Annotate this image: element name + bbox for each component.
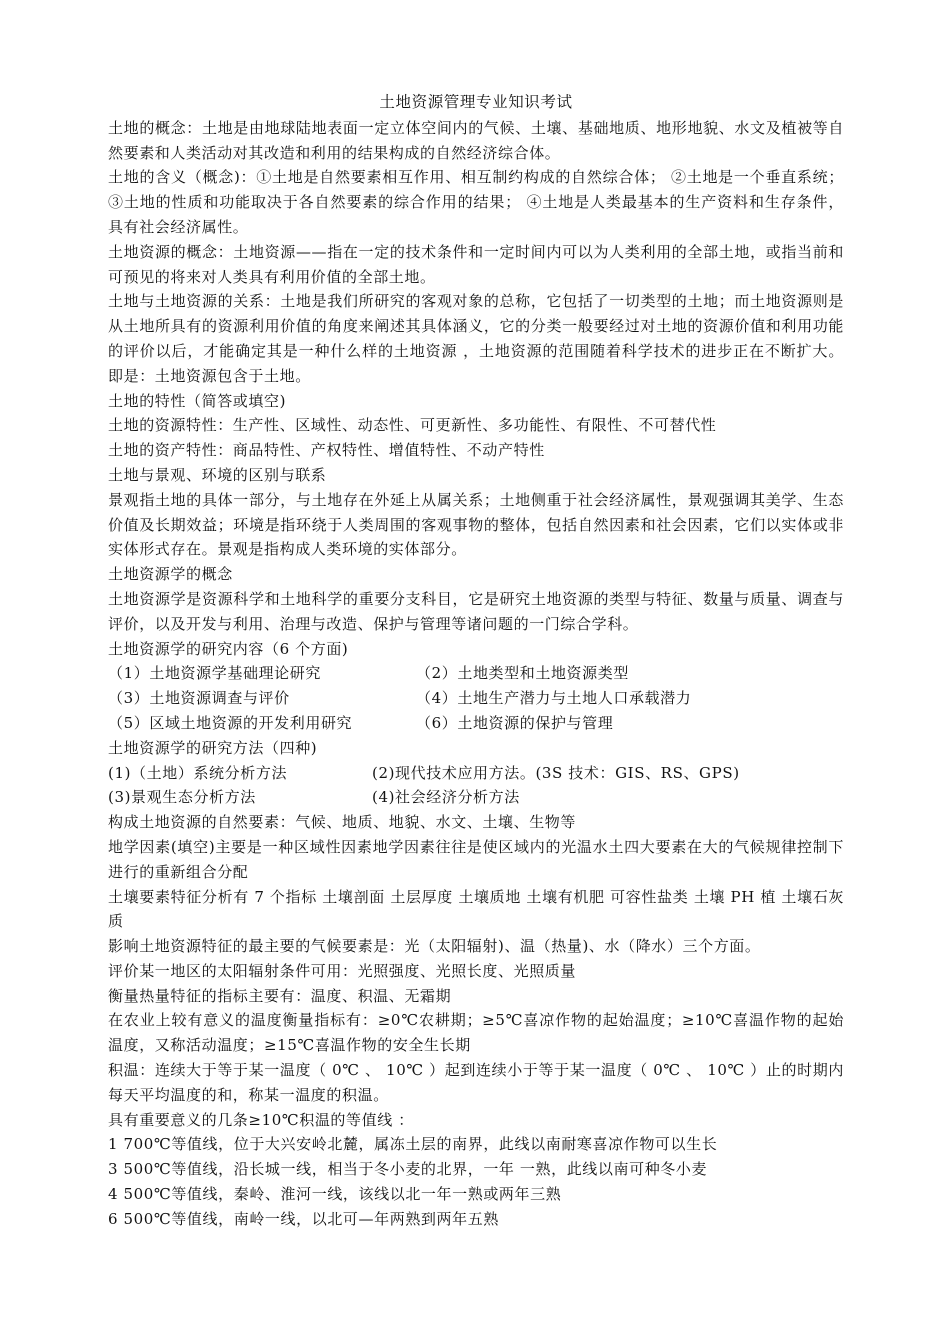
research-content-item: （4）土地生产潜力与土地人口承载潜力 (416, 689, 692, 708)
research-method-item: (4)社会经济分析方法 (372, 788, 520, 807)
research-content-item: （6）土地资源的保护与管理 (416, 713, 614, 732)
research-content-item: （5）区域土地资源的开发利用研究 (108, 713, 353, 732)
paragraph-geo-factors: 地学因素(填空)主要是一种区域性因素地学因素往往是使区域内的光温水土四大要素在大的气候规律控制下进行的重新组合分配 (108, 837, 844, 881)
heading-landscape-environment: 土地与景观、环境的区别与联系 (108, 465, 327, 484)
paragraph-asset-characteristics: 土地的资产特性：商品特性、产权特性、增值特性、不动产特性 (108, 441, 545, 460)
document-page (108, 90, 844, 1232)
document-title: 土地资源管理专业知识考试 (379, 93, 573, 111)
paragraph-landscape-environment: 景观指土地的具体一部分，与土地存在外延上从属关系；土地侧重于社会经济属性，景观强调其美学、生态价值及长期效益；环境是指环绕于人类周围的客观事物的整体，包括自然因素和社会因素，它们以实体或非实体形式存在。景观是指构成人类环境的实体部分。 (108, 490, 844, 559)
paragraph-land-resource-science: 土地资源学是资源科学和土地科学的重要分支科目，它是研究土地资源的类型与特征、数量与质量、调查与评价，以及开发与利用、治理与改造、保护与管理等诸问题的一门综合学科。 (108, 589, 844, 633)
paragraph-temperature-indicators: 在农业上较有意义的温度衡量指标有：≥0℃农耕期；≥5℃喜凉作物的起始温度；≥10℃喜温作物的起始温度，又称活动温度；≥15℃喜温作物的安全生长期 (108, 1011, 844, 1055)
research-content-item: （2）土地类型和土地资源类型 (416, 664, 629, 683)
isoline-item: 3 500℃等值线，沿长城一线，相当于冬小麦的北界，一年 一熟，此线以南可种冬小麦 (108, 1160, 708, 1179)
paragraph-heat-indicators: 衡量热量特征的指标主要有：温度、积温、无霜期 (108, 986, 452, 1005)
research-contents-list (108, 661, 844, 735)
paragraph-natural-elements: 构成土地资源的自然要素：气候、地质、地貌、水文、土壤、生物等 (108, 813, 577, 832)
heading-land-characteristics: 土地的特性（简答或填空) (108, 391, 287, 410)
paragraph-land-meaning: 土地的含义（概念)：①土地是自然要素相互作用、相互制约构成的自然综合体； ②土地是一个垂直系统； ③土地的性质和功能取决于各自然要素的综合作用的结果； ④土地是人类最基本的生产资料和生存条件，具有社会经济属性。 (108, 168, 844, 236)
paragraph-resource-characteristics: 土地的资源特性：生产性、区域性、动态性、可更新性、多功能性、有限性、不可替代性 (108, 416, 717, 435)
research-method-item: (2)现代技术应用方法。(3S 技术：GIS、RS、GPS) (372, 763, 740, 782)
heading-research-contents: 土地资源学的研究内容（6 个方面) (108, 639, 349, 658)
paragraph-land-resource-relation: 土地与土地资源的关系：土地是我们所研究的客观对象的总称，它包括了一切类型的土地；而土地资源则是从土地所具有的资源利用价值的角度来阐述其具体涵义，它的分类一般要经过对土地的资源价值和利用功能的评价以后，才能确定其是一种什么样的土地资源 ，土地资源的范围随着科学技术的进步正在不断扩大。 即是：土地资源包含于土地。 (108, 292, 844, 385)
research-method-item: (1)（土地）系统分析方法 (108, 763, 288, 782)
heading-research-methods: 土地资源学的研究方法（四种) (108, 738, 318, 757)
research-methods-list (108, 761, 844, 811)
paragraph-land-concept: 土地的概念：土地是由地球陆地表面一定立体空间内的气候、土壤、基础地质、地形地貌、水文及植被等自然要素和人类活动对其改造和利用的结果构成的自然经济综合体。 (108, 118, 844, 162)
paragraph-accumulated-temperature: 积温：连续大于等于某一温度（ 0℃ 、 10℃ ）起到连续小于等于某一温度（ 0℃ 、 10℃ ）止的时期内每天平均温度的和，称某一温度的积温。 (108, 1061, 844, 1104)
paragraph-soil-indicators: 土壤要素特征分析有 7 个指标 土壤剖面 土层厚度 土壤质地 土壤有机肥 可容性盐类 土壤 PH 植 土壤石灰质 (108, 887, 844, 931)
isoline-item: 6 500℃等值线，南岭一线，以北可—年两熟到两年五熟 (108, 1209, 499, 1228)
paragraph-climate-elements: 影响土地资源特征的最主要的气候要素是：光（太阳辐射)、温（热量)、水（降水）三个方面。 (108, 937, 761, 956)
paragraph-land-resource-concept: 土地资源的概念：土地资源——指在一定的技术条件和一定时间内可以为人类利用的全部土地，或指当前和可预见的将来对人类具有利用价值的全部土地。 (108, 242, 844, 286)
heading-isolines: 具有重要意义的几条≥10℃积温的等值线 ： (108, 1110, 414, 1129)
research-content-item: （3）土地资源调查与评价 (108, 689, 290, 708)
research-content-item: （1）土地资源学基础理论研究 (108, 664, 321, 683)
isoline-item: 1 700℃等值线，位于大兴安岭北麓，属冻土层的南界，此线以南耐寒喜凉作物可以生长 (108, 1135, 718, 1154)
heading-land-resource-science: 土地资源学的概念 (108, 565, 233, 584)
research-method-item: (3)景观生态分析方法 (108, 788, 256, 807)
paragraph-solar-radiation: 评价某一地区的太阳辐射条件可用：光照强度、光照长度、光照质量 (108, 961, 577, 980)
isoline-item: 4 500℃等值线，秦岭、淮河一线，该线以北一年一熟或两年三熟 (108, 1185, 562, 1204)
